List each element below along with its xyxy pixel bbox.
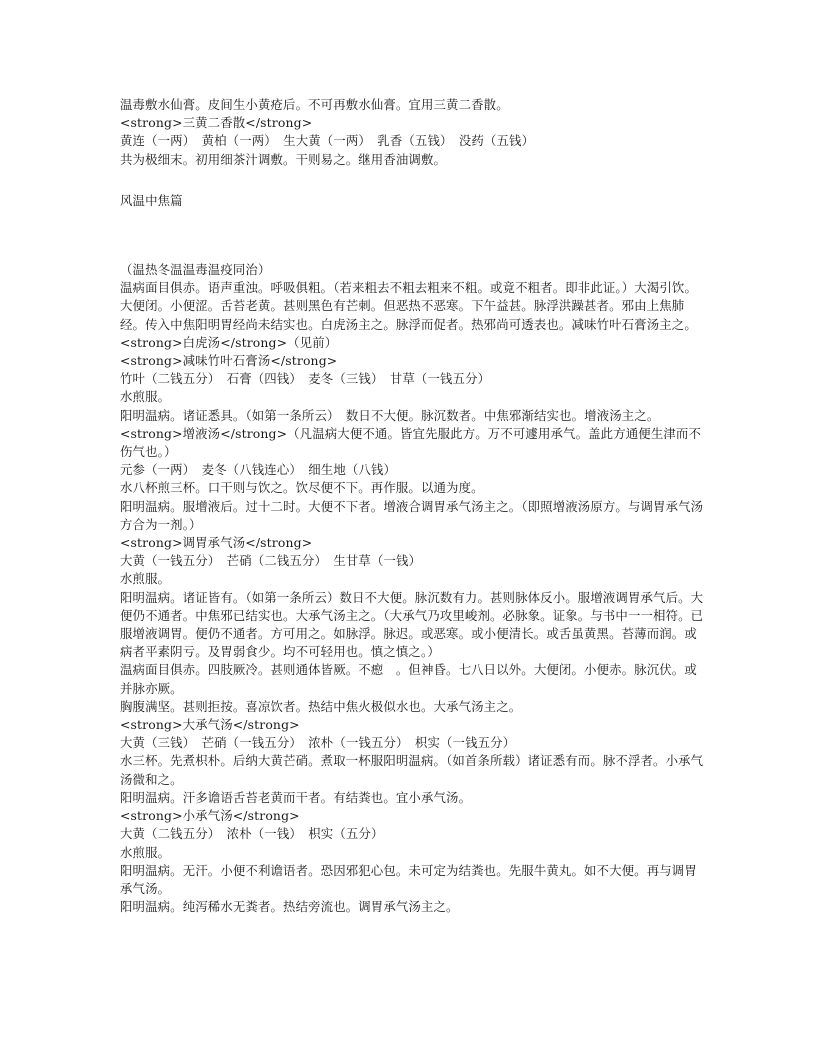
paragraph-text: 温毒敷水仙膏。皮间生小黄疮后。不可再敷水仙膏。宜用三黄二香散。	[120, 97, 509, 112]
formula-heading: <strong>大承气汤</strong>	[120, 717, 300, 733]
formula-ingredients: 竹叶（二钱五分） 石膏（四钱） 麦冬（三钱） 甘草（一钱五分）	[120, 371, 491, 387]
paragraph-text: 温病面目俱赤。四肢厥冷。甚则通体皆厥。不瘛 。但神昏。七八日以外。大便闭。小便赤。脉沉伏。或并脉亦厥。	[120, 662, 697, 696]
formula-heading: <strong>增液汤</strong>（凡温病大便不通。皆宜先服此方。万不可遽用承气。盖此方通便生津而不伤气也。）	[120, 425, 701, 460]
paragraph-text: 温病面目俱赤。语声重浊。呼吸俱粗。（若来粗去不粗去粗来不粗。或竟不粗者。即非此证。）大渴引饮。大便闭。小便涩。舌苔老黄。甚则黑色有芒刺。但恶热不恶寒。下午益甚。脉浮洪躁甚者。邪由上焦肺经。传入中焦阳明胃经尚未结实也。白虎汤主之。脉浮而促者。热邪尚可透表也。减味竹叶石膏汤主之。	[120, 280, 698, 332]
paragraph-text: 水八杯煎三杯。口干则与饮之。饮尽便不下。再作服。以通为度。	[120, 480, 484, 496]
document-page	[120, 96, 704, 915]
formula-ingredients: 黄连（一两） 黄柏（一两） 生大黄（一两） 乳香（五钱） 没药（五钱）	[120, 133, 535, 149]
formula-heading: <strong>白虎汤</strong>（见前）	[120, 334, 338, 350]
formula-heading: <strong>减味竹叶石膏汤</strong>	[120, 353, 338, 369]
formula-heading: <strong>小承气汤</strong>	[120, 808, 300, 824]
paragraph-text: 阳明温病。服增液后。过十二时。大便不下者。增液合调胃承气汤主之。（即照增液汤原方。与调胃承气汤方合为一剂。）	[120, 498, 704, 532]
formula-heading: <strong>调胃承气汤</strong>	[120, 535, 313, 551]
paragraph-text: 胸腹满坚。甚则拒按。喜凉饮者。热结中焦火极似水也。大承气汤主之。	[120, 698, 522, 714]
paragraph-text: 水三杯。先煮枳朴。后纳大黄芒硝。煮取一杯服阳明温病。（如首条所载）诸证悉有而。脉不浮者。小承气汤微和之。	[120, 753, 704, 787]
formula-ingredients: 大黄（二钱五分） 浓朴（一钱） 枳实（五分）	[120, 826, 384, 842]
paragraph-text: 阳明温病。诸证皆有。（如第一条所云）数日不大便。脉沉数有力。甚则脉体反小。服增液调胃承气后。大便仍不通者。中焦邪已结实也。大承气汤主之。（大承气乃攻里峻剂。必脉象。证象。与书中一一相符。已服增液调胃。便仍不通者。方可用之。如脉浮。脉迟。或恶寒。或小便清长。或舌虽黄黑。苔薄而润。或病者平素阴亏。及胃弱食少。均不可轻用也。慎之慎之。）	[120, 589, 704, 660]
paragraph-text: 阳明温病。无汗。小便不利谵语者。恐因邪犯心包。未可定为结粪也。先服牛黄丸。如不大便。再与调胃承气汤。	[120, 862, 697, 896]
section-title: 风温中焦篇	[120, 193, 183, 208]
formula-section-sanhuang	[120, 96, 704, 169]
section-body	[120, 261, 704, 916]
paragraph-text: 阳明温病。汗多谵语舌苔老黄而干者。有结粪也。宜小承气汤。	[120, 789, 472, 805]
paragraph-text: 阳明温病。纯泻稀水无粪者。热结旁流也。调胃承气汤主之。	[120, 899, 459, 915]
subtitle-note: （温热冬温温毒温疫同治）	[120, 262, 271, 277]
paragraph-text: 水煎服。	[120, 389, 171, 405]
formula-ingredients: 元参（一两） 麦冬（八钱连心） 细生地（八钱）	[120, 462, 397, 478]
formula-ingredients: 大黄（一钱五分） 芒硝（二钱五分） 生甘草（一钱）	[120, 553, 422, 569]
paragraph-text: 水煎服。	[120, 571, 171, 587]
formula-ingredients: 大黄（三钱） 芒硝（一钱五分） 浓朴（一钱五分） 枳实（一钱五分）	[120, 735, 516, 751]
paragraph-text: 水煎服。	[120, 844, 171, 860]
paragraph-text: 共为极细末。初用细茶汁调敷。干则易之。继用香油调敷。	[120, 151, 447, 167]
paragraph-text: 阳明温病。诸证悉具。（如第一条所云） 数日不大便。脉沉数者。中焦邪渐结实也。增液汤主之。	[120, 407, 660, 423]
formula-heading: <strong>三黄二香散</strong>	[120, 115, 313, 131]
